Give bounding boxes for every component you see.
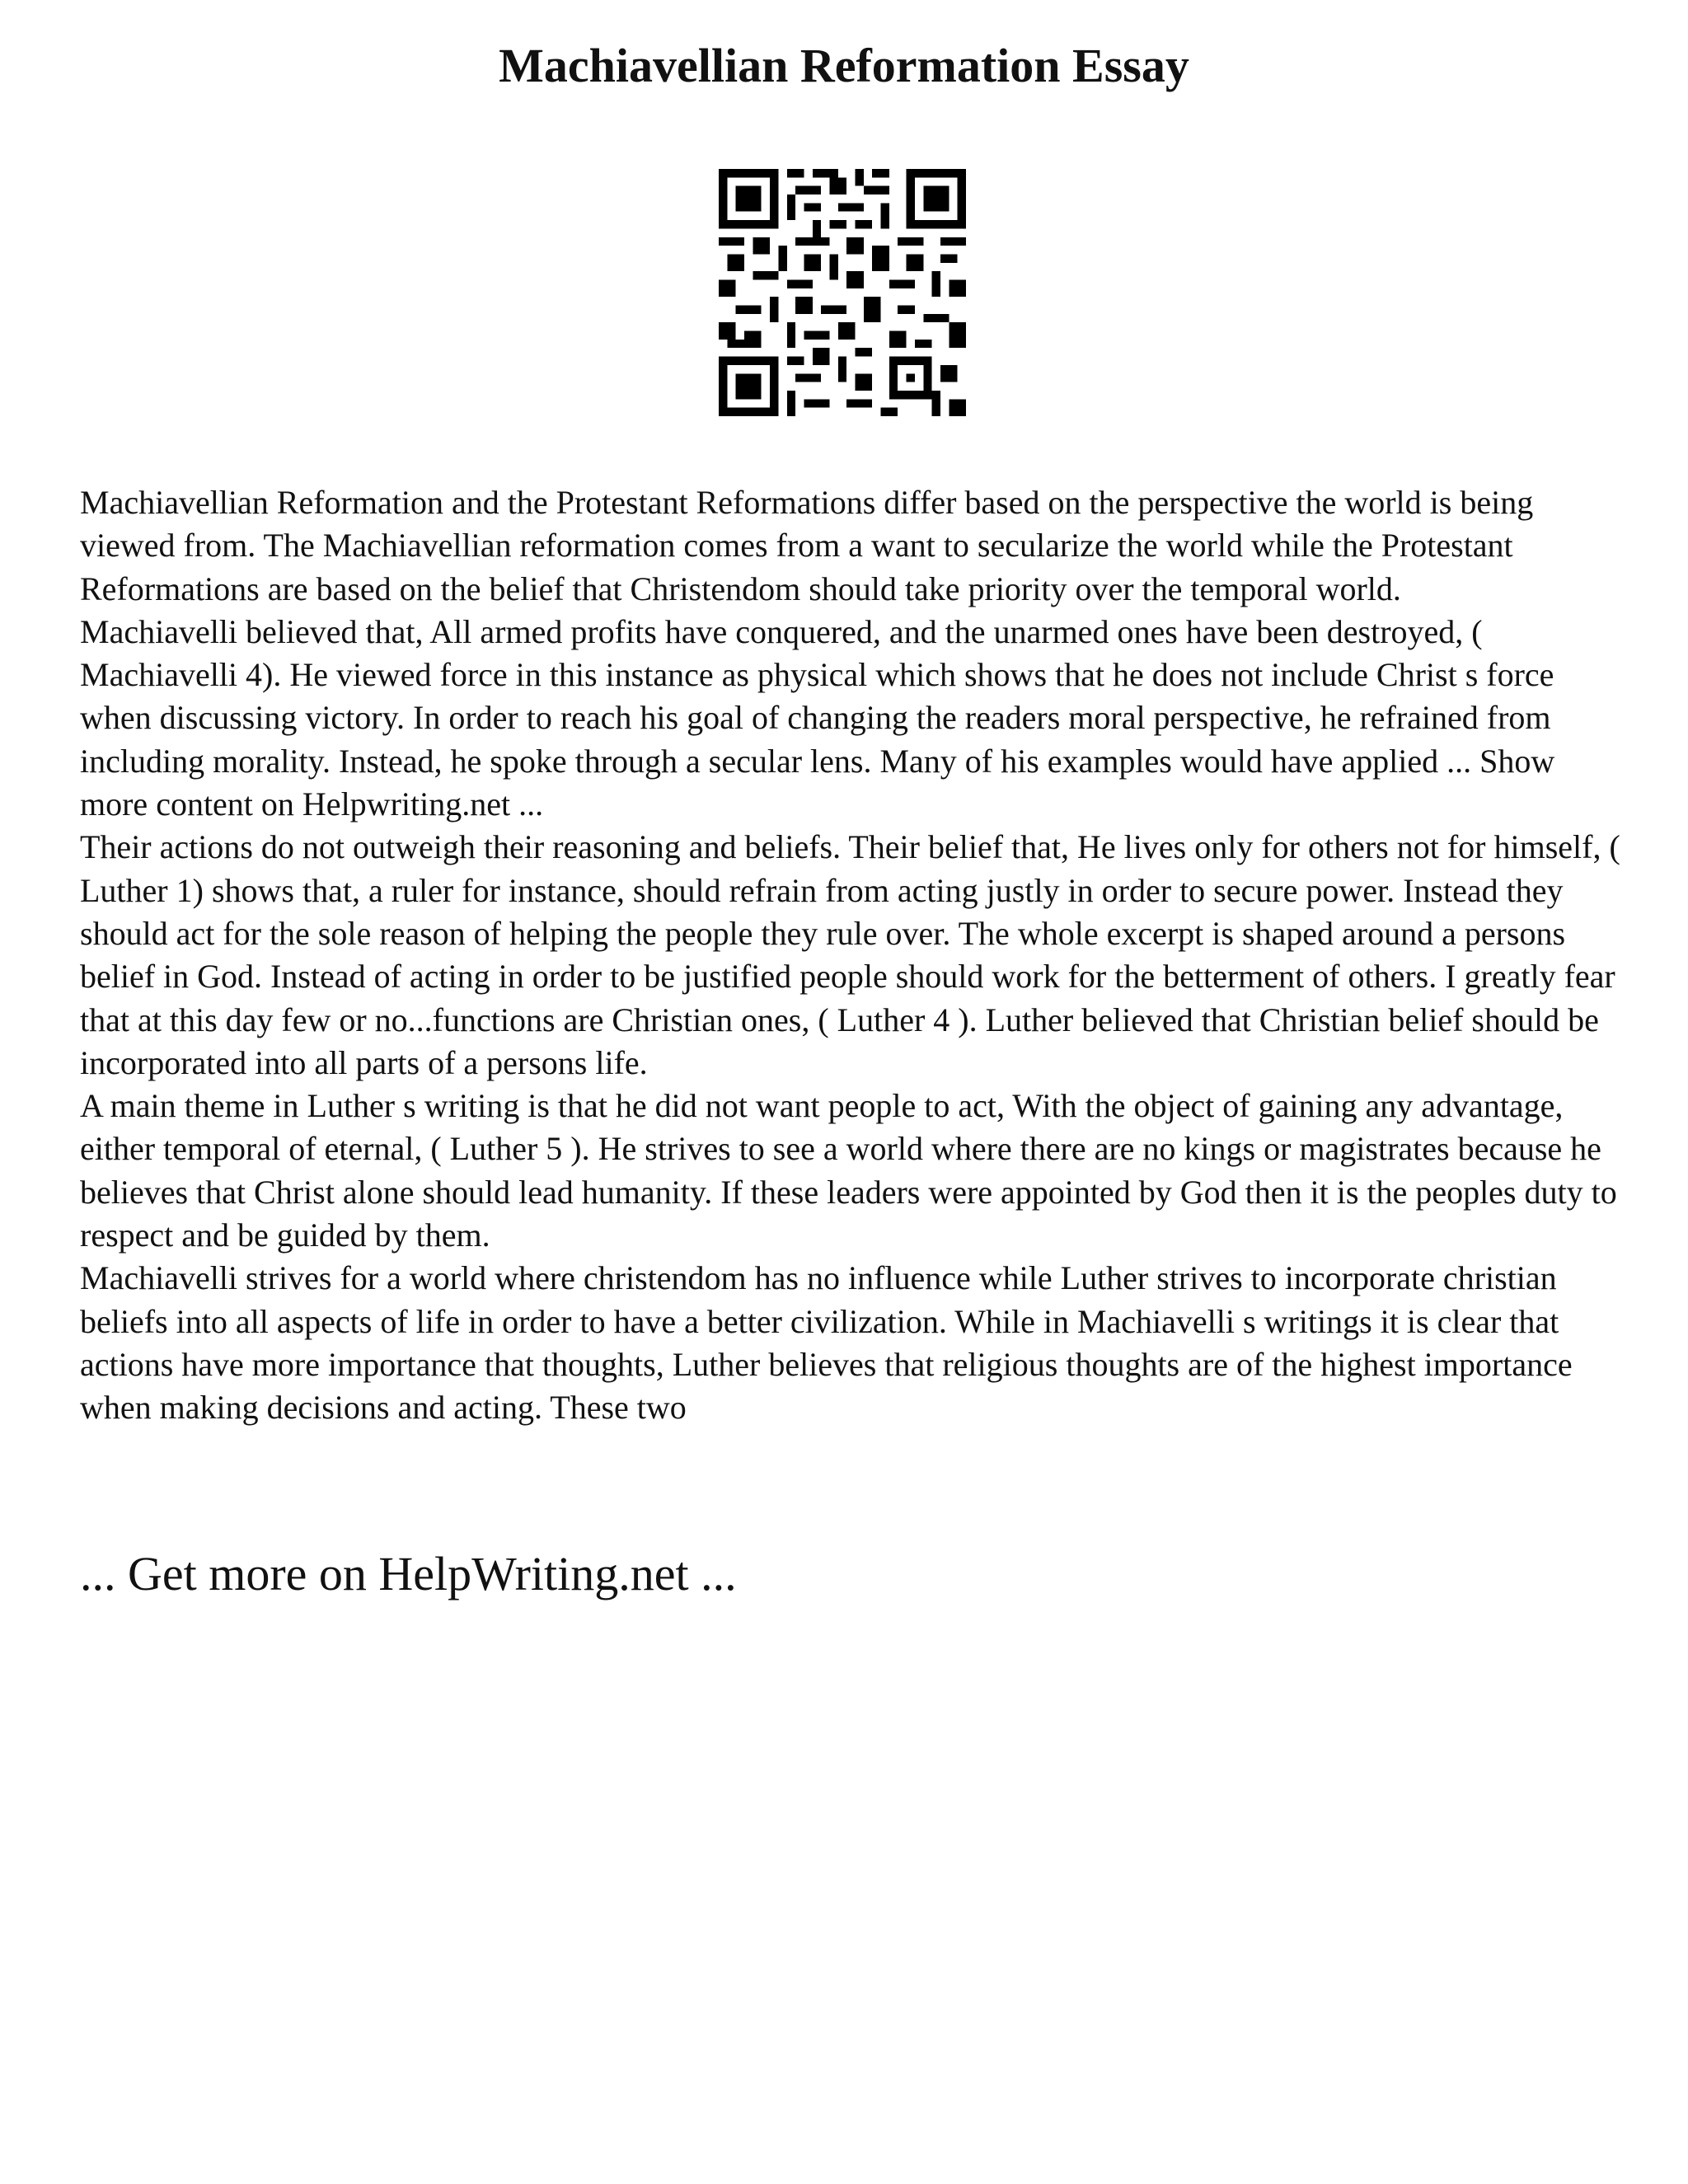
paragraph: A main theme in Luther s writing is that he did not want people to act, With the object of gaining any advantage, either temporal of eternal, ( Luther 5 ). He strives to see a world where there are no kings or magistrates because he believes that Christ alone should lead humanity. If these leaders were appointed by God then it is the peoples duty to respect and be guided by them. (80, 1087, 1617, 1254)
qr-code-icon (719, 169, 966, 416)
paragraph: Their actions do not outweigh their reasoning and beliefs. Their belief that, He lives only for others not for himself, ( Luther 1) shows that, a ruler for instance, should refrain from acting justly in order to secure power. Instead they should act for the sole reason of helping the people they rule over. The whole excerpt is shaped around a persons belief in God. Instead of acting in order to be justified people should work for the betterment of others. I greatly fear that at this day few or no...functions are Christian ones, ( Luther 4 ). Luther believed that Christian belief should be incorporated into all parts of a persons life. (80, 828, 1620, 1081)
paragraph: Machiavelli believed that, All armed profits have conquered, and the unarmed ones have been destroyed, ( Machiavelli 4). He viewed force in this instance as physical which shows that he does not include Christ s force when discussing victory. In order to reach his goal of changing the readers moral perspective, he refrained from including morality. Instead, he spoke through a secular lens. Many of his examples would have applied ... Show more content on Helpwriting.net ... (80, 612, 1555, 823)
paragraph: Machiavellian Reformation and the Protestant Reformations differ based on the perspective the world is being viewed from. The Machiavellian reformation comes from a want to secularize the world while the Protestant Reformations are based on the belief that Christendom should take priority over the temporal world. (80, 484, 1534, 607)
get-more-link[interactable]: ... Get more on HelpWriting.net ... (80, 1547, 737, 1601)
page-title: Machiavellian Reformation Essay (499, 39, 1189, 92)
paragraph: Machiavelli strives for a world where christendom has no influence while Luther strives to incorporate christian beliefs into all aspects of life in order to have a better civilization. While in Machiavelli s writings it is clear that actions have more importance that thoughts, Luther believes that religious thoughts are of the highest importance when making decisions and acting. These two (80, 1259, 1573, 1427)
essay-body (80, 481, 1629, 1430)
